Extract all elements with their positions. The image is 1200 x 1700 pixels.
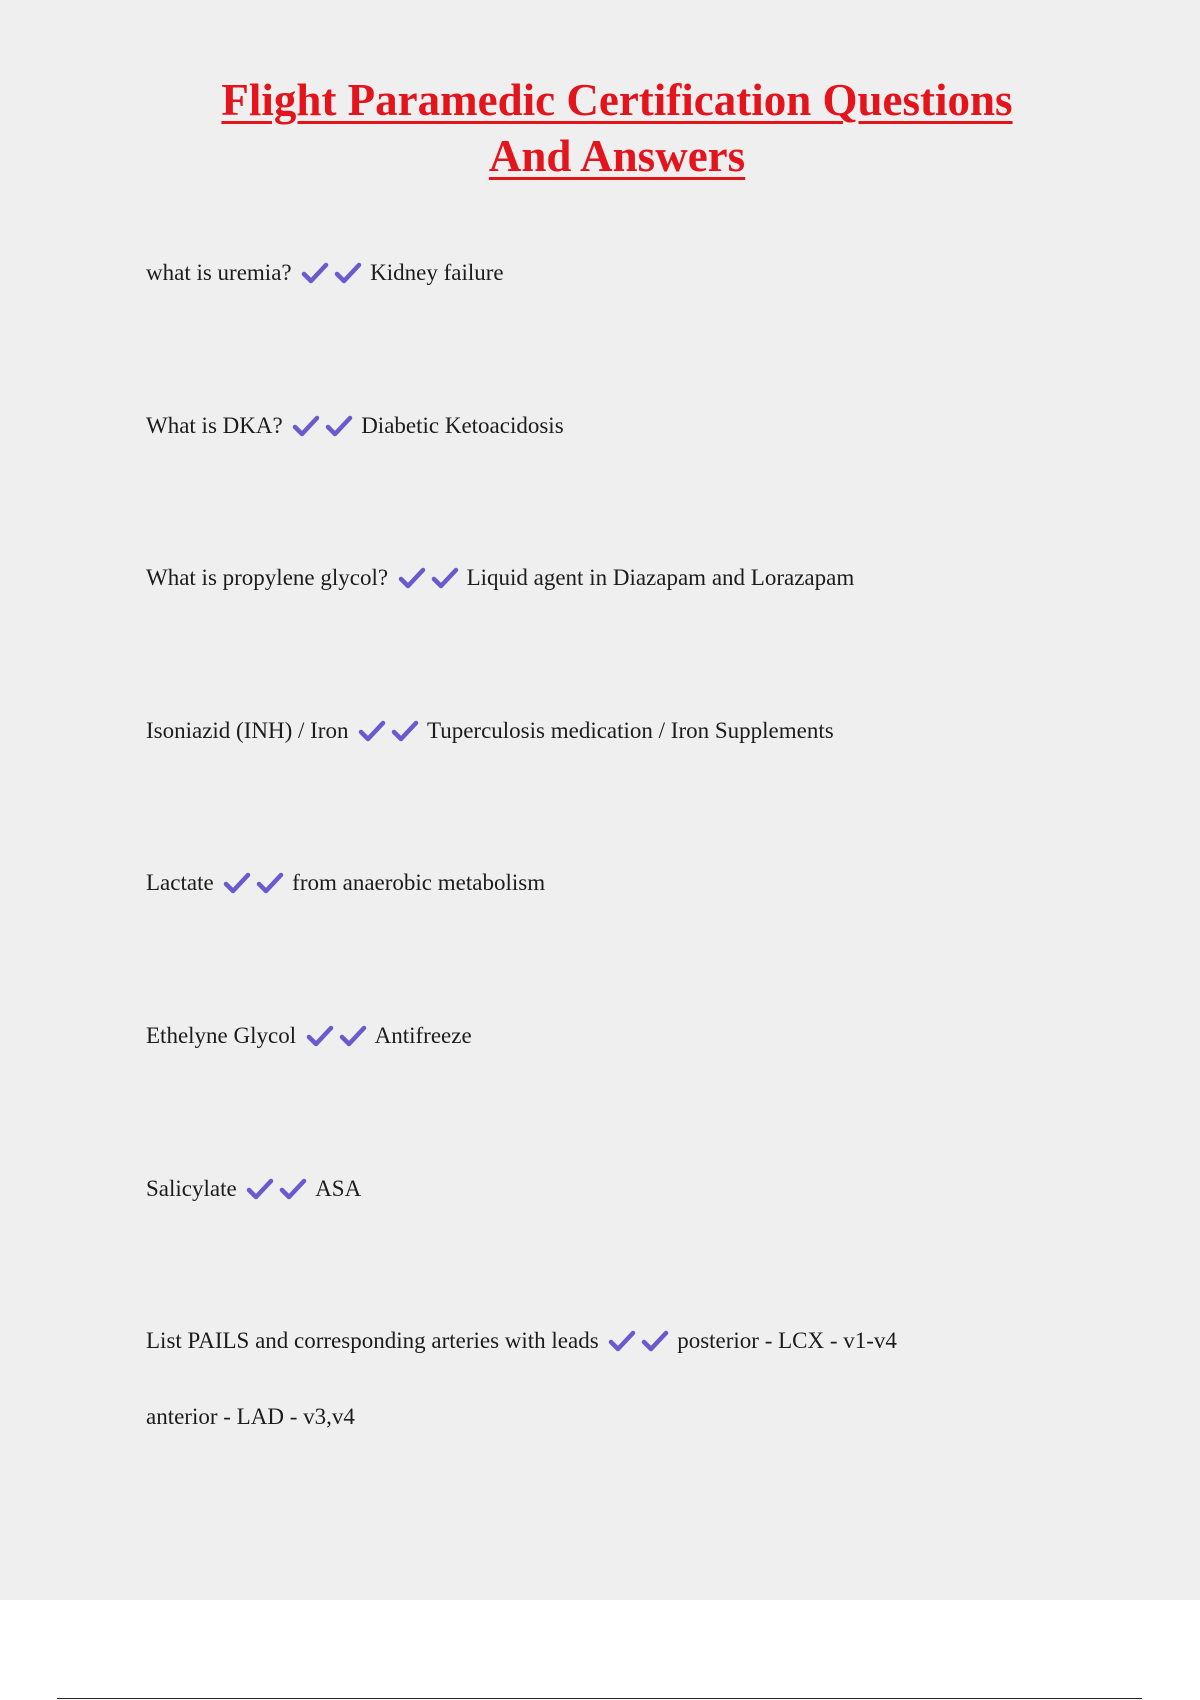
title-line-2: And Answers [488,131,746,181]
answer-text: Antifreeze [374,1023,472,1048]
check-icon [325,415,353,437]
qa-item [146,1174,361,1204]
qa-item [146,411,564,441]
qa-item [146,563,854,593]
question-text: What is propylene glycol? [146,565,389,590]
qa-item [146,716,834,746]
question-text: Isoniazid (INH) / Iron [146,718,349,743]
title-line-1: Flight Paramedic Certification Questions [221,75,1013,125]
qa-item [146,1021,472,1051]
qa-item [146,868,545,898]
check-icon [292,415,320,437]
check-icon [339,1025,367,1047]
question-text: what is uremia? [146,260,292,285]
answer-text: ASA [315,1176,362,1201]
check-icon [256,872,284,894]
answer-text: Kidney failure [370,260,504,285]
answer-text: posterior - LCX - v1-v4 [677,1328,897,1353]
check-icon [246,1178,274,1200]
check-icon [334,262,362,284]
document-title [0,72,1200,184]
footer-divider [57,1698,1142,1699]
question-text: List PAILS and corresponding arteries with leads [146,1328,599,1353]
check-icon [398,567,426,589]
check-icon [431,567,459,589]
qa-item [146,258,504,288]
check-icon [301,262,329,284]
check-icon [641,1330,669,1352]
qa-item [146,1326,897,1356]
question-text: Lactate [146,870,214,895]
check-icon [391,720,419,742]
check-icon [358,720,386,742]
answer-text: Liquid agent in Diazapam and Lorazapam [466,565,855,590]
answer-text: Tuperculosis medication / Iron Supplements [426,718,834,743]
check-icon [306,1025,334,1047]
question-text: Salicylate [146,1176,237,1201]
check-icon [608,1330,636,1352]
question-text: What is DKA? [146,413,283,438]
answer-continuation [146,1402,355,1432]
answer-text: anterior - LAD - v3,v4 [146,1404,355,1429]
answer-text: from anaerobic metabolism [292,870,546,895]
check-icon [279,1178,307,1200]
check-icon [223,872,251,894]
answer-text: Diabetic Ketoacidosis [361,413,564,438]
question-text: Ethelyne Glycol [146,1023,297,1048]
